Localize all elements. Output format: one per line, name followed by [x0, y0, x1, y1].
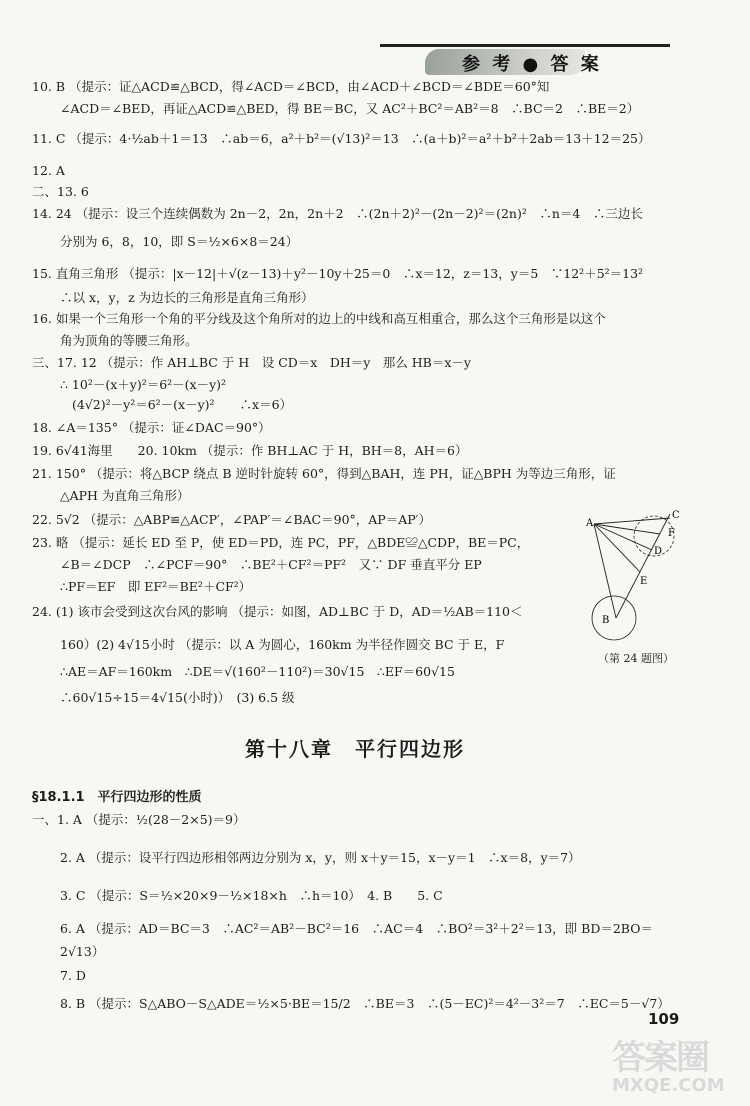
answer-line: 一、1. A （提示：½(28－2×5)＝9） [32, 812, 246, 827]
answer-line: 14. 24 （提示：设三个连续偶数为 2n－2，2n，2n＋2 ∴(2n＋2)²－(2n－2)²＝(2n)² ∴n＝4 ∴三边长 [32, 206, 643, 221]
answer-line: 21. 150° （提示：将△BCP 绕点 B 逆时针旋转 60°，得到△BAH，连 PH，证△BPH 为等边三角形，证 [32, 466, 616, 481]
segment-ac [594, 518, 670, 524]
segment-af [594, 524, 660, 534]
page-number: 109 [648, 1010, 680, 1028]
answer-line: 16. 如果一个三角形一个角的平分线及这个角所对的边上的中线和高互相重合，那么这个三角形是以这个 [32, 311, 606, 326]
answer-line: 6. A （提示：AD＝BC＝3 ∴AC²＝AB²－BC²＝16 ∴AC＝4 ∴BO²＝3²＋2²＝13，即 BD＝2BO＝ [60, 921, 653, 936]
answer-line: ∠B＝∠DCP ∴∠PCF＝90° ∴BE²＋CF²＝PF² 又∵ DF 垂直平分 EP [60, 557, 482, 572]
answer-line: 23. 略 （提示：延长 ED 至 P，使 ED＝PD，连 PC，PF，△BDE≌△CDP，BE＝PC， [32, 535, 530, 550]
answer-line: 10. B （提示：证△ACD≌△BCD，得∠ACD＝∠BCD，由∠ACD＋∠BCD＝∠BDE＝60°知 [32, 79, 550, 94]
watermark-logo [612, 1030, 742, 1102]
label-b: B [602, 615, 610, 626]
answer-line: 角为顶角的等腰三角形。 [60, 333, 198, 348]
answer-line: 二、13. 6 [32, 184, 89, 199]
answer-line: ∴ 10²－(x＋y)²＝6²－(x－y)² [60, 377, 227, 392]
answer-line: 8. B （提示：S△ABO－S△ADE＝½×5·BE＝15/2 ∴BE＝3 ∴(5－EC)²＝4²－3²＝7 ∴EC＝5－√7） [60, 996, 670, 1011]
answer-line: 2√13） [60, 944, 105, 959]
answer-line: ∴AE＝AF＝160km ∴DE＝√(160²－110²)＝30√15 ∴EF＝60√15 [60, 664, 455, 679]
label-e: E [640, 576, 648, 587]
chapter-title: 第十八章 平行四边形 [245, 737, 465, 761]
segment-bc [616, 514, 670, 618]
answer-line: 15. 直角三角形 （提示：|x－12|＋√(z－13)＋y²－10y＋25＝0 ∴x＝12，z＝13，y＝5 ∵12²＋5²＝13² [32, 266, 644, 281]
answer-line: ∴以 x，y，z 为边长的三角形是直角三角形） [60, 290, 314, 305]
answer-line: ∠ACD＝∠BED，再证△ACD≌△BED，得 BE＝BC，又 AC²＋BC²＝AB²＝8 ∴BC＝2 ∴BE＝2） [60, 101, 640, 116]
watermark-top: 答案圈 [612, 1038, 708, 1078]
segment-ae [594, 524, 640, 572]
answer-line: △APH 为直角三角形） [60, 488, 190, 503]
label-c: C [672, 510, 680, 521]
label-a: A [586, 518, 594, 529]
label-f: F [668, 528, 675, 539]
answer-line: 22. 5√2 （提示：△ABP≌△ACP′，∠PAP′＝∠BAC＝90°，AP＝AP′） [32, 512, 431, 527]
answer-line: 12. A [32, 163, 65, 178]
answer-line: 24. (1) 该市会受到这次台风的影响 （提示：如图，AD⊥BC 于 D，AD＝½AB＝110＜ [32, 604, 523, 619]
segment-ad [594, 524, 652, 550]
answer-line: 2. A （提示：设平行四边形相邻两边分别为 x，y，则 x＋y＝15，x－y＝1 ∴x＝8，y＝7） [60, 850, 581, 865]
answer-line: 分别为 6，8，10，即 S＝½×6×8＝24） [60, 234, 299, 249]
watermark-bottom: MXQE.COM [612, 1075, 725, 1096]
answer-line: 160）(2) 4√15小时 （提示：以 A 为圆心，160km 为半径作圆交 BC 于 E，F [60, 637, 505, 652]
section-title: §18.1.1 平行四边形的性质 [32, 790, 202, 805]
problem-24-figure [586, 506, 686, 656]
answer-line: 3. C （提示：S＝½×20×9－½×18×h ∴h＝10） 4. B 5. C [60, 888, 443, 903]
figure-caption: （第 24 题图） [598, 652, 674, 665]
header-rule [380, 44, 670, 47]
header-title: 参 考 ● 答 案 [462, 54, 602, 75]
answer-line: (4√2)²－y²＝6²－(x－y)² ∴x＝6） [72, 397, 293, 412]
answer-line: ∴60√15÷15＝4√15(小时)） (3) 6.5 级 [60, 690, 295, 705]
answer-line: 18. ∠A＝135° （提示：证∠DAC＝90°） [32, 420, 271, 435]
answer-line: ∴PF＝EF 即 EF²＝BE²＋CF²） [60, 579, 252, 594]
circle-b [592, 596, 636, 640]
answer-line: 三、17. 12 （提示：作 AH⊥BC 于 H 设 CD＝x DH＝y 那么 HB＝x－y [32, 355, 471, 370]
answer-line: 7. D [60, 968, 86, 983]
answer-line: 11. C （提示：4·½ab＋1＝13 ∴ab＝6，a²＋b²＝(√13)²＝13 ∴(a＋b)²＝a²＋b²＋2ab＝13＋12＝25） [32, 131, 651, 146]
answer-line: 19. 6√41海里 20. 10km （提示：作 BH⊥AC 于 H，BH＝8，AH＝6） [32, 443, 468, 458]
label-d: D [654, 546, 663, 557]
